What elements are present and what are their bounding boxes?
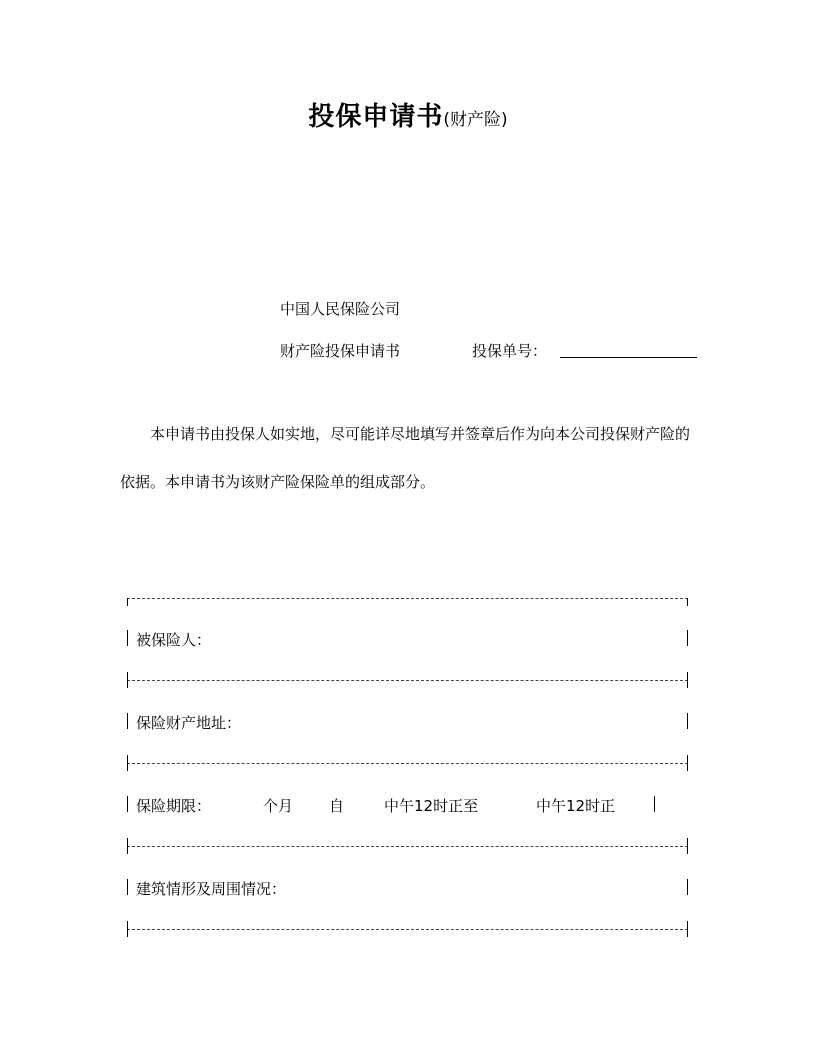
table-divider <box>127 763 688 764</box>
building-situation-label: 建筑情形及周围情况： <box>136 880 287 898</box>
table-joint <box>127 672 128 688</box>
table-joint <box>127 755 128 771</box>
company-name: 中国人民保险公司 <box>280 300 401 318</box>
table-corner <box>687 598 688 606</box>
table-joint <box>687 755 688 771</box>
table-joint <box>687 921 688 937</box>
table-divider <box>127 846 688 847</box>
period-noon: 中午12时正 <box>536 797 616 815</box>
row-border-right <box>687 630 688 646</box>
policy-number-label: 投保单号： <box>472 342 548 360</box>
table-joint <box>127 921 128 937</box>
row-border-right <box>687 713 688 729</box>
page-title <box>0 96 816 133</box>
table-border-top <box>127 598 688 599</box>
table-joint <box>127 838 128 854</box>
intro-paragraph <box>120 410 700 506</box>
period-months: 个月 <box>263 797 294 815</box>
period-noon-to: 中午12时正至 <box>384 797 479 815</box>
table-divider <box>127 680 688 681</box>
intro-paragraph-text: 本申请书由投保人如实地，尽可能详尽地填写并签章后作为向本公司投保财产险的依据。本申请书为该财产险保险单的组成部分。 <box>120 425 691 491</box>
table-joint <box>687 838 688 854</box>
policy-number-field[interactable] <box>560 357 697 358</box>
property-address-label: 保险财产地址： <box>136 714 242 732</box>
period-label: 保险期限： <box>136 797 212 815</box>
row-border-right <box>654 796 655 812</box>
insured-label: 被保险人： <box>136 631 212 649</box>
table-joint <box>687 672 688 688</box>
table-divider <box>127 929 688 930</box>
row-border-right <box>687 879 688 895</box>
title-main: 投保申请书 <box>308 102 444 132</box>
form-name: 财产险投保申请书 <box>280 342 401 360</box>
row-border-left <box>127 796 128 812</box>
row-border-left <box>127 713 128 729</box>
table-corner <box>127 598 128 606</box>
row-border-left <box>127 630 128 646</box>
title-subtitle: (财产险) <box>443 110 508 130</box>
row-border-left <box>127 879 128 895</box>
period-from: 自 <box>329 797 345 815</box>
